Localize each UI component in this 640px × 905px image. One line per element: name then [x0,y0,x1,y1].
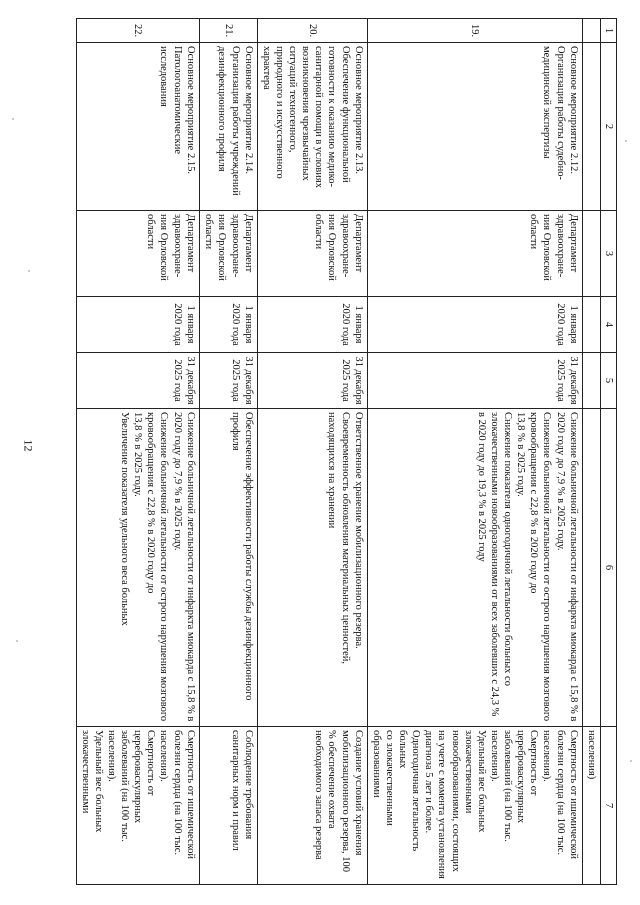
event-cell: Основное мероприятие 2.15. Патологоанатомические исследования [76,43,199,211]
page-number: 12 [21,439,36,452]
indicator-cell: Смертность от ишемической болезни сердца (на 100 тыс. населения). Смертность от цереброваскулярных заболеваний (на 100 тыс. населения). Удельный вес больных злокачественными [76,727,199,885]
scan-speck [28,270,30,272]
executor-cell: Департамент здравоохране-ния Орловской области [199,211,257,297]
scan-speck [12,118,14,120]
start-date-cell: 1 января 2020 года [257,297,367,353]
scan-speck [625,140,627,142]
end-date-cell: 31 декабря 2025 года [257,353,367,409]
end-date-cell: 31 декабря 2025 года [367,353,582,409]
row-number: 21. [199,19,257,43]
end-date-cell: 31 декабря 2025 года [199,353,257,409]
row-number: 22. [76,19,199,43]
table-row [367,19,582,885]
row-number: 19. [367,19,582,43]
executor-cell: Департамент здравоохране-ния Орловской области [76,211,199,297]
header-col-5: 5 [600,353,616,409]
result-cell: Снижение больничной летальности от инфаркта миокарда с 15,8 % в 2020 году до 7,9 % в 2025 году. Снижение больничной летальности от острого нарушения мозгового кровообращения с 22,8 % в 2020 году до 13,8 % в 2025 году. Снижение показателя одногодичной летальности больных со злокачественными новообразованиями от всех заболевших с 24,3 % в 2020 году до 19,3 % в 2025 году [367,409,582,727]
indicator-cell: Создание условий хранения мобилизационного резерва, 100 % обеспечение охвата необходимого запаса резерва [257,727,367,885]
table-row [257,19,367,885]
event-cell: Основное мероприятие 2.12. Организация работы судебно-медицинской экспертизы [367,43,582,211]
result-cell: Снижение больничной летальности от инфаркта миокарда с 15,8 % в 2020 году до 7,9 % в 2025 году. Снижение больничной летальности от острого нарушения мозгового кровообращения с 22,8 % в 2020 году до 13,8 % в 2025 году. Увеличение показателя удельного веса больных [76,409,199,727]
result-cell: Обеспечение эффективности работы службы дезинфекционного профиля [199,409,257,727]
end-date-cell: 31 декабря 2025 года [76,353,199,409]
rotated-table-container [79,18,617,884]
start-date-cell: 1 января 2020 года [367,297,582,353]
result-cell: Ответственное хранение мобилизационного резерва. Своевременность обновления материальных ценностей, находящихся на хранении [257,409,367,727]
carry-over-indicator: населения) [582,727,600,885]
header-col-3: 3 [600,211,616,297]
header-col-1: 1 [600,19,616,43]
events-table [76,18,617,885]
indicator-cell: Смертность от ишемической болезни сердца (на 100 тыс. населения). Смертность от цереброваскулярных заболеваний (на 100 тыс. населения). Удельный вес больных злокачественными новообразованиями, состоящих на учете с момента установления диагноза 5 лет и более. Одногодичная летальность больных со злокачественными образованиями [367,727,582,885]
scan-speck [630,760,632,762]
executor-cell: Департамент здравоохране-ния Орловской области [257,211,367,297]
header-col-6: 6 [600,409,616,727]
indicator-cell: Соблюдение требования санитарных норм и правил [199,727,257,885]
header-row [600,19,616,885]
scan-speck [16,640,18,642]
table-row [76,19,199,885]
event-cell: Основное мероприятие 2.13. Обеспечение функциональной готовности к оказанию медико-санитарной помощи в условиях возникновения чрезвычайных ситуаций техногенного, природного и искусственного характера [257,43,367,211]
start-date-cell: 1 января 2020 года [76,297,199,353]
row-number: 20. [257,19,367,43]
start-date-cell: 1 января 2020 года [199,297,257,353]
header-col-2: 2 [600,43,616,211]
table-row [199,19,257,885]
event-cell: Основное мероприятие 2.14. Организация работы учреждений дезинфекционного профиля [199,43,257,211]
header-col-4: 4 [600,297,616,353]
header-col-7: 7 [600,727,616,885]
executor-cell: Департамент здравоохране-ния Орловской области [367,211,582,297]
carry-over-row [582,19,600,885]
